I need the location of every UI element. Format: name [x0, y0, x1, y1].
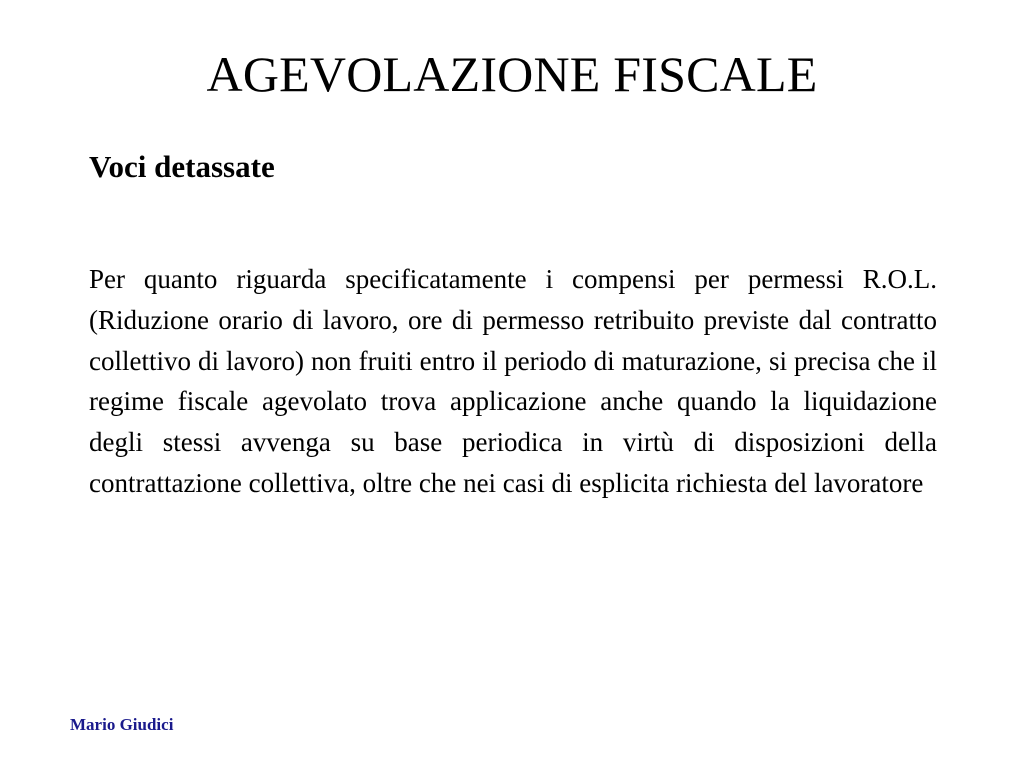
footer-author: Mario Giudici: [70, 715, 174, 734]
slide-title: AGEVOLAZIONE FISCALE: [206, 46, 818, 102]
body-paragraph: Per quanto riguarda specificatamente i compensi per permessi R.O.L. (Riduzione orario di lavoro, ore di permesso retribuito previste dal contratto collettivo di lavoro) non fruiti entro il periodo di maturazione, si precisa che il regime fiscale agevolato trova applicazione anche quando la liquidazione degli stessi avvenga su base periodica in virtù di disposizioni della contrattazione collettiva, oltre che nei casi di esplicita richiesta del lavoratore: [89, 264, 937, 498]
section-heading: Voci detassate: [89, 149, 275, 184]
